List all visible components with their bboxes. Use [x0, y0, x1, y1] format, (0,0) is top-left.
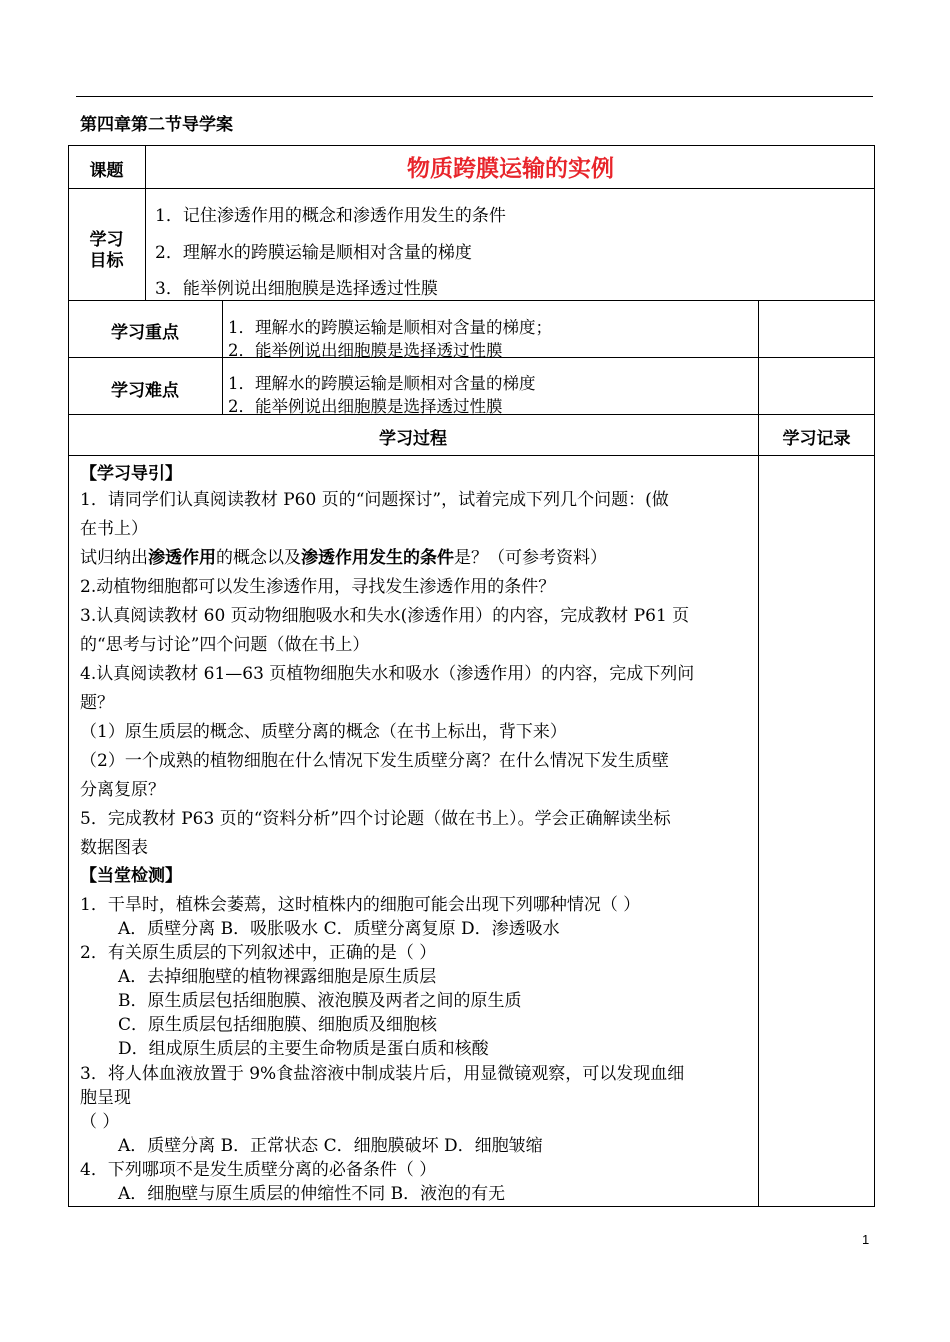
guide-question: 4.认真阅读教材 61—63 页植物细胞失水和吸水（渗透作用）的内容，完成下列问	[80, 664, 695, 684]
guide-bold-term: 渗透作用发生的条件	[301, 548, 454, 568]
guide-text: 的概念以及	[216, 548, 301, 568]
check-options: A．质壁分离 B．正常状态 C．细胞膜破坏 D．细胞皱缩	[118, 1136, 543, 1156]
guide-heading: 【学习导引】	[80, 464, 182, 484]
guide-question: 1．请同学们认真阅读教材 P60 页的“问题探讨”，试着完成下列几个问题：(做	[80, 490, 669, 510]
guide-question: 数据图表	[80, 838, 148, 858]
document-title: 第四章第二节导学案	[80, 115, 233, 135]
guide-subquestion: （2）一个成熟的植物细胞在什么情况下发生质壁分离？在什么情况下发生质壁	[80, 751, 669, 771]
process-header: 学习过程	[379, 429, 447, 449]
guide-text: 试归纳出	[80, 548, 148, 568]
check-option: D．组成原生质层的主要生命物质是蛋白质和核酸	[118, 1039, 489, 1059]
guide-bold-term: 渗透作用	[148, 548, 216, 568]
guide-question: 5．完成教材 P63 页的“资料分析”四个讨论题（做在书上）。学会正确解读坐标	[80, 809, 671, 829]
guide-question-summary	[80, 543, 607, 568]
difficult-point-item: 1．理解水的跨膜运输是顺相对含量的梯度	[228, 374, 536, 393]
guide-question: 3.认真阅读教材 60 页动物细胞吸水和失水(渗透作用）的内容，完成教材 P61 页	[80, 606, 690, 626]
check-question: （ ）	[80, 1112, 120, 1132]
key-point-item: 1．理解水的跨膜运输是顺相对含量的梯度；	[228, 318, 552, 337]
check-option: B．原生质层包括细胞膜、液泡膜及两者之间的原生质	[118, 991, 522, 1011]
key-point-item: 2．能举例说出细胞膜是选择透过性膜	[228, 341, 503, 360]
check-question: 1．干旱时，植株会萎蔫，这时植株内的细胞可能会出现下列哪种情况（ ）	[80, 895, 641, 915]
guide-subquestion: 分离复原？	[80, 780, 165, 800]
check-option: C．原生质层包括细胞膜、细胞质及细胞核	[118, 1015, 438, 1035]
row-divider	[68, 300, 875, 301]
difficult-point-item: 2．能举例说出细胞膜是选择透过性膜	[228, 397, 503, 416]
record-header: 学习记录	[782, 429, 851, 449]
guide-question: 题？	[80, 693, 114, 713]
check-question: 2．有关原生质层的下列叙述中，正确的是（ ）	[80, 943, 437, 963]
header-rule	[76, 96, 873, 97]
objective-item: 2．理解水的跨膜运输是顺相对含量的梯度	[155, 243, 472, 263]
objectives-label-line2: 目标	[89, 251, 124, 271]
topic-label: 课题	[89, 161, 124, 181]
check-question: 3．将人体血液放置于 9%食盐溶液中制成装片后，用显微镜观察，可以发现血细	[80, 1064, 685, 1084]
objectives-label-line1: 学习	[89, 230, 124, 250]
row-divider	[68, 188, 875, 189]
check-question: 胞呈现	[80, 1088, 131, 1108]
lesson-title: 物质跨膜运输的实例	[407, 156, 614, 182]
check-options: A．细胞壁与原生质层的伸缩性不同 B．液泡的有无	[118, 1184, 506, 1204]
guide-text: 是？（可参考资料）	[454, 548, 607, 568]
check-heading: 【当堂检测】	[80, 866, 182, 886]
difficult-points-label: 学习难点	[111, 381, 179, 401]
key-points-label: 学习重点	[111, 323, 179, 343]
objective-item: 3．能举例说出细胞膜是选择透过性膜	[155, 279, 438, 299]
guide-subquestion: （1）原生质层的概念、质壁分离的概念（在书上标出，背下来）	[80, 722, 567, 742]
row-divider	[68, 455, 875, 456]
check-question: 4．下列哪项不是发生质壁分离的必备条件（ ）	[80, 1160, 437, 1180]
guide-question: 2.动植物细胞都可以发生渗透作用，寻找发生渗透作用的条件？	[80, 577, 556, 597]
page-number: 1	[862, 1232, 870, 1247]
objective-item: 1．记住渗透作用的概念和渗透作用发生的条件	[155, 206, 506, 226]
guide-question: 在书上）	[80, 519, 148, 539]
column-divider	[222, 300, 223, 414]
check-options: A．质壁分离 B．吸胀吸水 C．质壁分离复原 D．渗透吸水	[118, 919, 560, 939]
guide-question: 的“思考与讨论”四个问题（做在书上）	[80, 635, 370, 655]
check-option: A．去掉细胞壁的植物裸露细胞是原生质层	[118, 967, 437, 987]
